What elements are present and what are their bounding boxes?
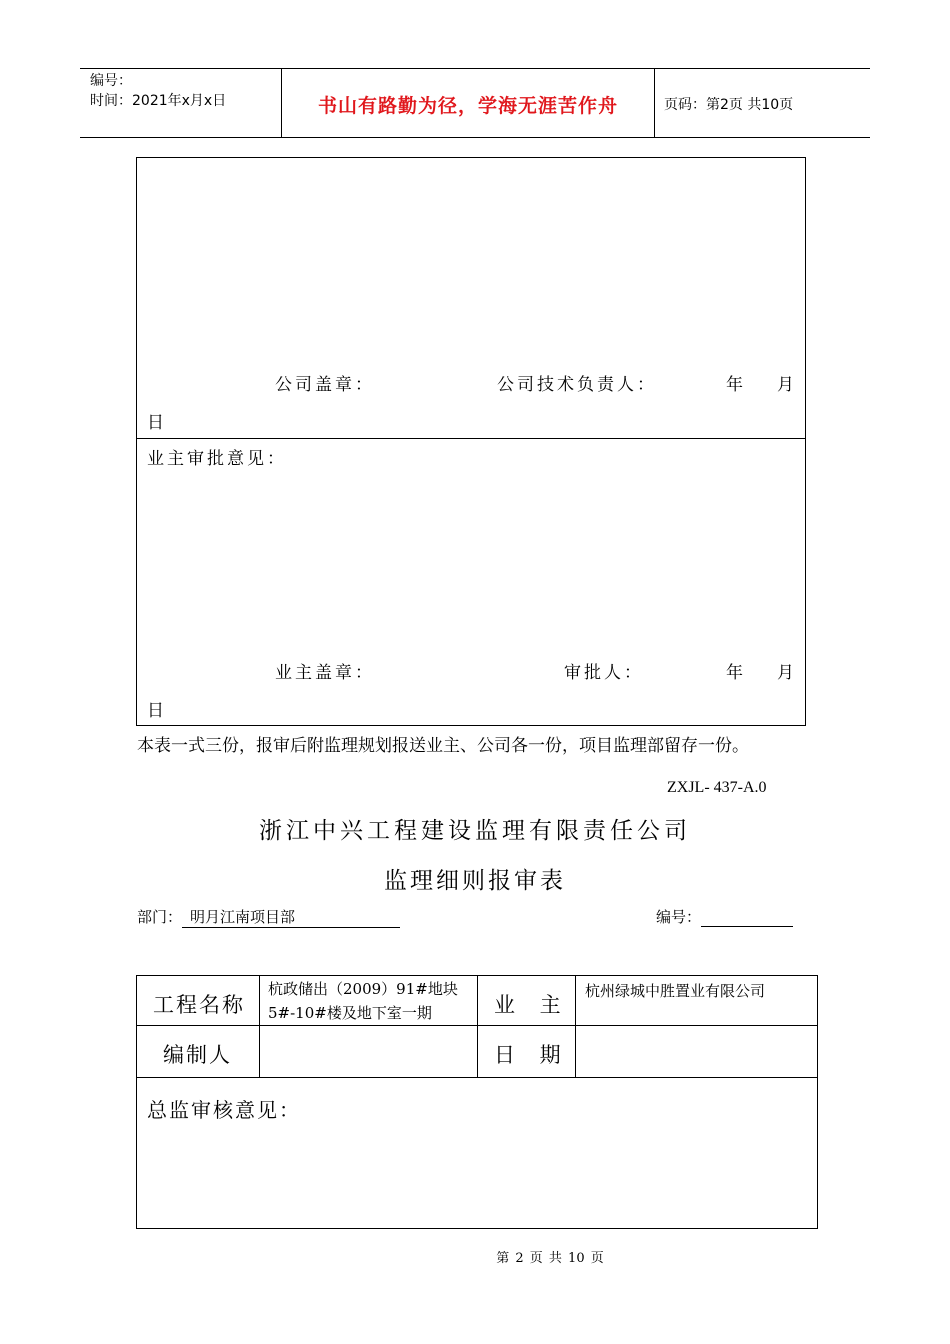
form-code: ZXJL- 437-A.0 (667, 779, 767, 796)
date-label: 日 期 (494, 1043, 563, 1067)
table-hline (137, 1077, 817, 1078)
page-header (80, 68, 870, 138)
company-seal-label: 公司盖章： (275, 375, 375, 395)
header-motto: 书山有路勤为径，学海无涯苦作舟 (317, 95, 618, 117)
day-label: 日 (147, 413, 164, 433)
editor-label: 编制人 (163, 1043, 232, 1067)
project-name-label: 工程名称 (153, 993, 245, 1017)
header-divider (654, 69, 655, 137)
day-label: 日 (147, 701, 164, 721)
header-meta (90, 71, 226, 111)
table-vline (575, 976, 576, 1077)
owner-seal-label: 业主盖章： (275, 663, 375, 683)
page-footer: 第 2 页 共 10 页 (496, 1251, 604, 1266)
approval-box (136, 157, 806, 726)
table-vline (259, 976, 260, 1077)
header-page-number: 页码：第2页 共10页 (664, 97, 794, 113)
number-label: 编号： (656, 908, 702, 926)
box-divider (137, 438, 805, 439)
project-name-value (268, 977, 458, 1025)
project-name-line1: 杭政储出（2009）91#地块 (268, 980, 458, 998)
company-title: 浙江中兴工程建设监理有限责任公司 (259, 818, 691, 844)
month-label: 月 (777, 375, 794, 395)
owner-opinion-label: 业主审批意见： (147, 449, 287, 469)
dept-label: 部门： (137, 908, 183, 926)
chief-opinion-label: 总监审核意见： (147, 1098, 301, 1122)
approver-label: 审批人： (564, 663, 644, 683)
year-label: 年 (726, 375, 743, 395)
header-number: 编号： (90, 73, 132, 89)
form-title: 监理细则报审表 (384, 868, 566, 894)
distribution-note: 本表一式三份，报审后附监理规划报送业主、公司各一份，项目监理部留存一份。 (137, 736, 749, 756)
month-label: 月 (777, 663, 794, 683)
header-time: 时间：2021年x月x日 (90, 93, 227, 109)
number-line (656, 906, 793, 927)
project-name-line2: 5#-10#楼及地下室一期 (268, 1004, 432, 1022)
table-hline (137, 1025, 817, 1026)
dept-line (137, 906, 400, 928)
dept-value: 明月江南项目部 (182, 906, 400, 928)
number-value (701, 908, 793, 927)
owner-label: 业 主 (494, 993, 563, 1017)
owner-value: 杭州绿城中胜置业有限公司 (585, 982, 766, 1000)
year-label: 年 (726, 663, 743, 683)
table-vline (477, 976, 478, 1077)
tech-lead-label: 公司技术负责人： (497, 375, 657, 395)
review-table (136, 975, 818, 1229)
